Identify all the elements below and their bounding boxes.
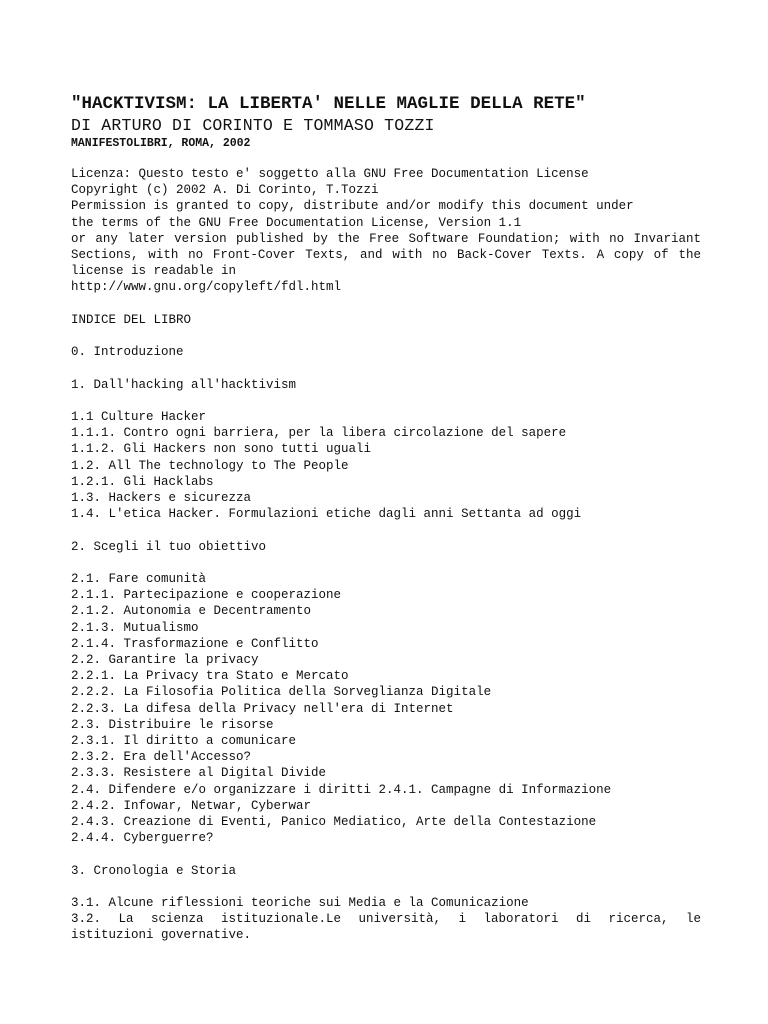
book-authors: DI ARTURO DI CORINTO E TOMMASO TOZZI: [71, 116, 435, 135]
index-heading: INDICE DEL LIBRO: [71, 312, 192, 327]
toc-entry: 1.2.1. Gli Hacklabs: [71, 474, 214, 489]
toc-entry: 2.4.2. Infowar, Netwar, Cyberwar: [71, 798, 312, 813]
toc-section-1: [71, 409, 701, 522]
toc-entry: 2.2.1. La Privacy tra Stato e Mercato: [71, 669, 349, 684]
toc-entry: 2.4. Difendere e/o organizzare i diritti 2.4.1. Campagne di Informazione: [71, 782, 612, 797]
document-page: [71, 92, 701, 944]
chapter-heading: 3. Cronologia e Storia: [71, 863, 237, 878]
toc-entry: 3.2. La scienza istituzionale.Le università, i laboratori di ricerca, le istituzioni governative.: [71, 912, 701, 943]
license-block: [71, 166, 701, 296]
toc-entry: 2.1.2. Autonomia e Decentramento: [71, 604, 312, 619]
chapter-heading: 0. Introduzione: [71, 345, 184, 360]
copyright-line: Copyright (c) 2002 A. Di Corinto, T.Tozzi: [71, 183, 379, 198]
toc-entry: 1.2. All The technology to The People: [71, 458, 349, 473]
toc-entry: 1.4. L'etica Hacker. Formulazioni etiche dagli anni Settanta ad oggi: [71, 507, 582, 522]
toc-entry: 2.3.2. Era dell'Accesso?: [71, 750, 252, 765]
license-line: Licenza: Questo testo e' soggetto alla GNU Free Documentation License: [71, 167, 589, 181]
toc-section-3: [71, 895, 701, 944]
toc-entry: 1.1.1. Contro ogni barriera, per la libera circolazione del sapere: [71, 426, 567, 441]
license-paragraph: or any later version published by the Free Software Foundation; with no Invariant Sections, with no Front-Cover Texts, and with no Back-Cover Texts. A copy of the license is readable in: [71, 231, 701, 279]
toc-entry: 1.1 Culture Hacker: [71, 409, 207, 424]
toc-entry: 2.4.3. Creazione di Eventi, Panico Mediatico, Arte della Contestazione: [71, 815, 597, 830]
toc-entry: 2.3.3. Resistere al Digital Divide: [71, 766, 327, 781]
toc-entry: 2.1.4. Trasformazione e Conflitto: [71, 636, 319, 651]
toc-entry: 2.1.3. Mutualismo: [71, 620, 199, 635]
toc-entry: 2.2.2. La Filosofia Politica della Sorveglianza Digitale: [71, 685, 492, 700]
toc-entry: 2.2. Garantire la privacy: [71, 653, 259, 667]
toc-entry: 2.1. Fare comunità: [71, 571, 207, 586]
chapter-heading: 2. Scegli il tuo obiettivo: [71, 539, 267, 554]
toc-entry: 2.3. Distribuire le risorse: [71, 717, 274, 732]
toc-entry: 2.4.4. Cyberguerre?: [71, 831, 214, 846]
license-line: the terms of the GNU Free Documentation License, Version 1.1: [71, 215, 522, 230]
toc-entry: 3.1. Alcune riflessioni teoriche sui Media e la Comunicazione: [71, 896, 529, 911]
toc-entry: 2.3.1. Il diritto a comunicare: [71, 734, 297, 749]
license-line: Permission is granted to copy, distribute and/or modify this document under: [71, 199, 634, 214]
toc-entry: 1.1.2. Gli Hackers non sono tutti uguali: [71, 442, 372, 457]
toc-entry: 1.3. Hackers e sicurezza: [71, 491, 252, 505]
book-publisher: MANIFESTOLIBRI, ROMA, 2002: [71, 137, 251, 150]
toc-entry: 2.1.1. Partecipazione e cooperazione: [71, 588, 342, 603]
chapter-heading: 1. Dall'hacking all'hacktivism: [71, 377, 297, 392]
book-title: "HACKTIVISM: LA LIBERTA' NELLE MAGLIE DELLA RETE": [71, 94, 586, 114]
toc-section-2: [71, 571, 701, 846]
license-url: http://www.gnu.org/copyleft/fdl.html: [71, 280, 342, 295]
toc-entry: 2.2.3. La difesa della Privacy nell'era di Internet: [71, 701, 454, 716]
